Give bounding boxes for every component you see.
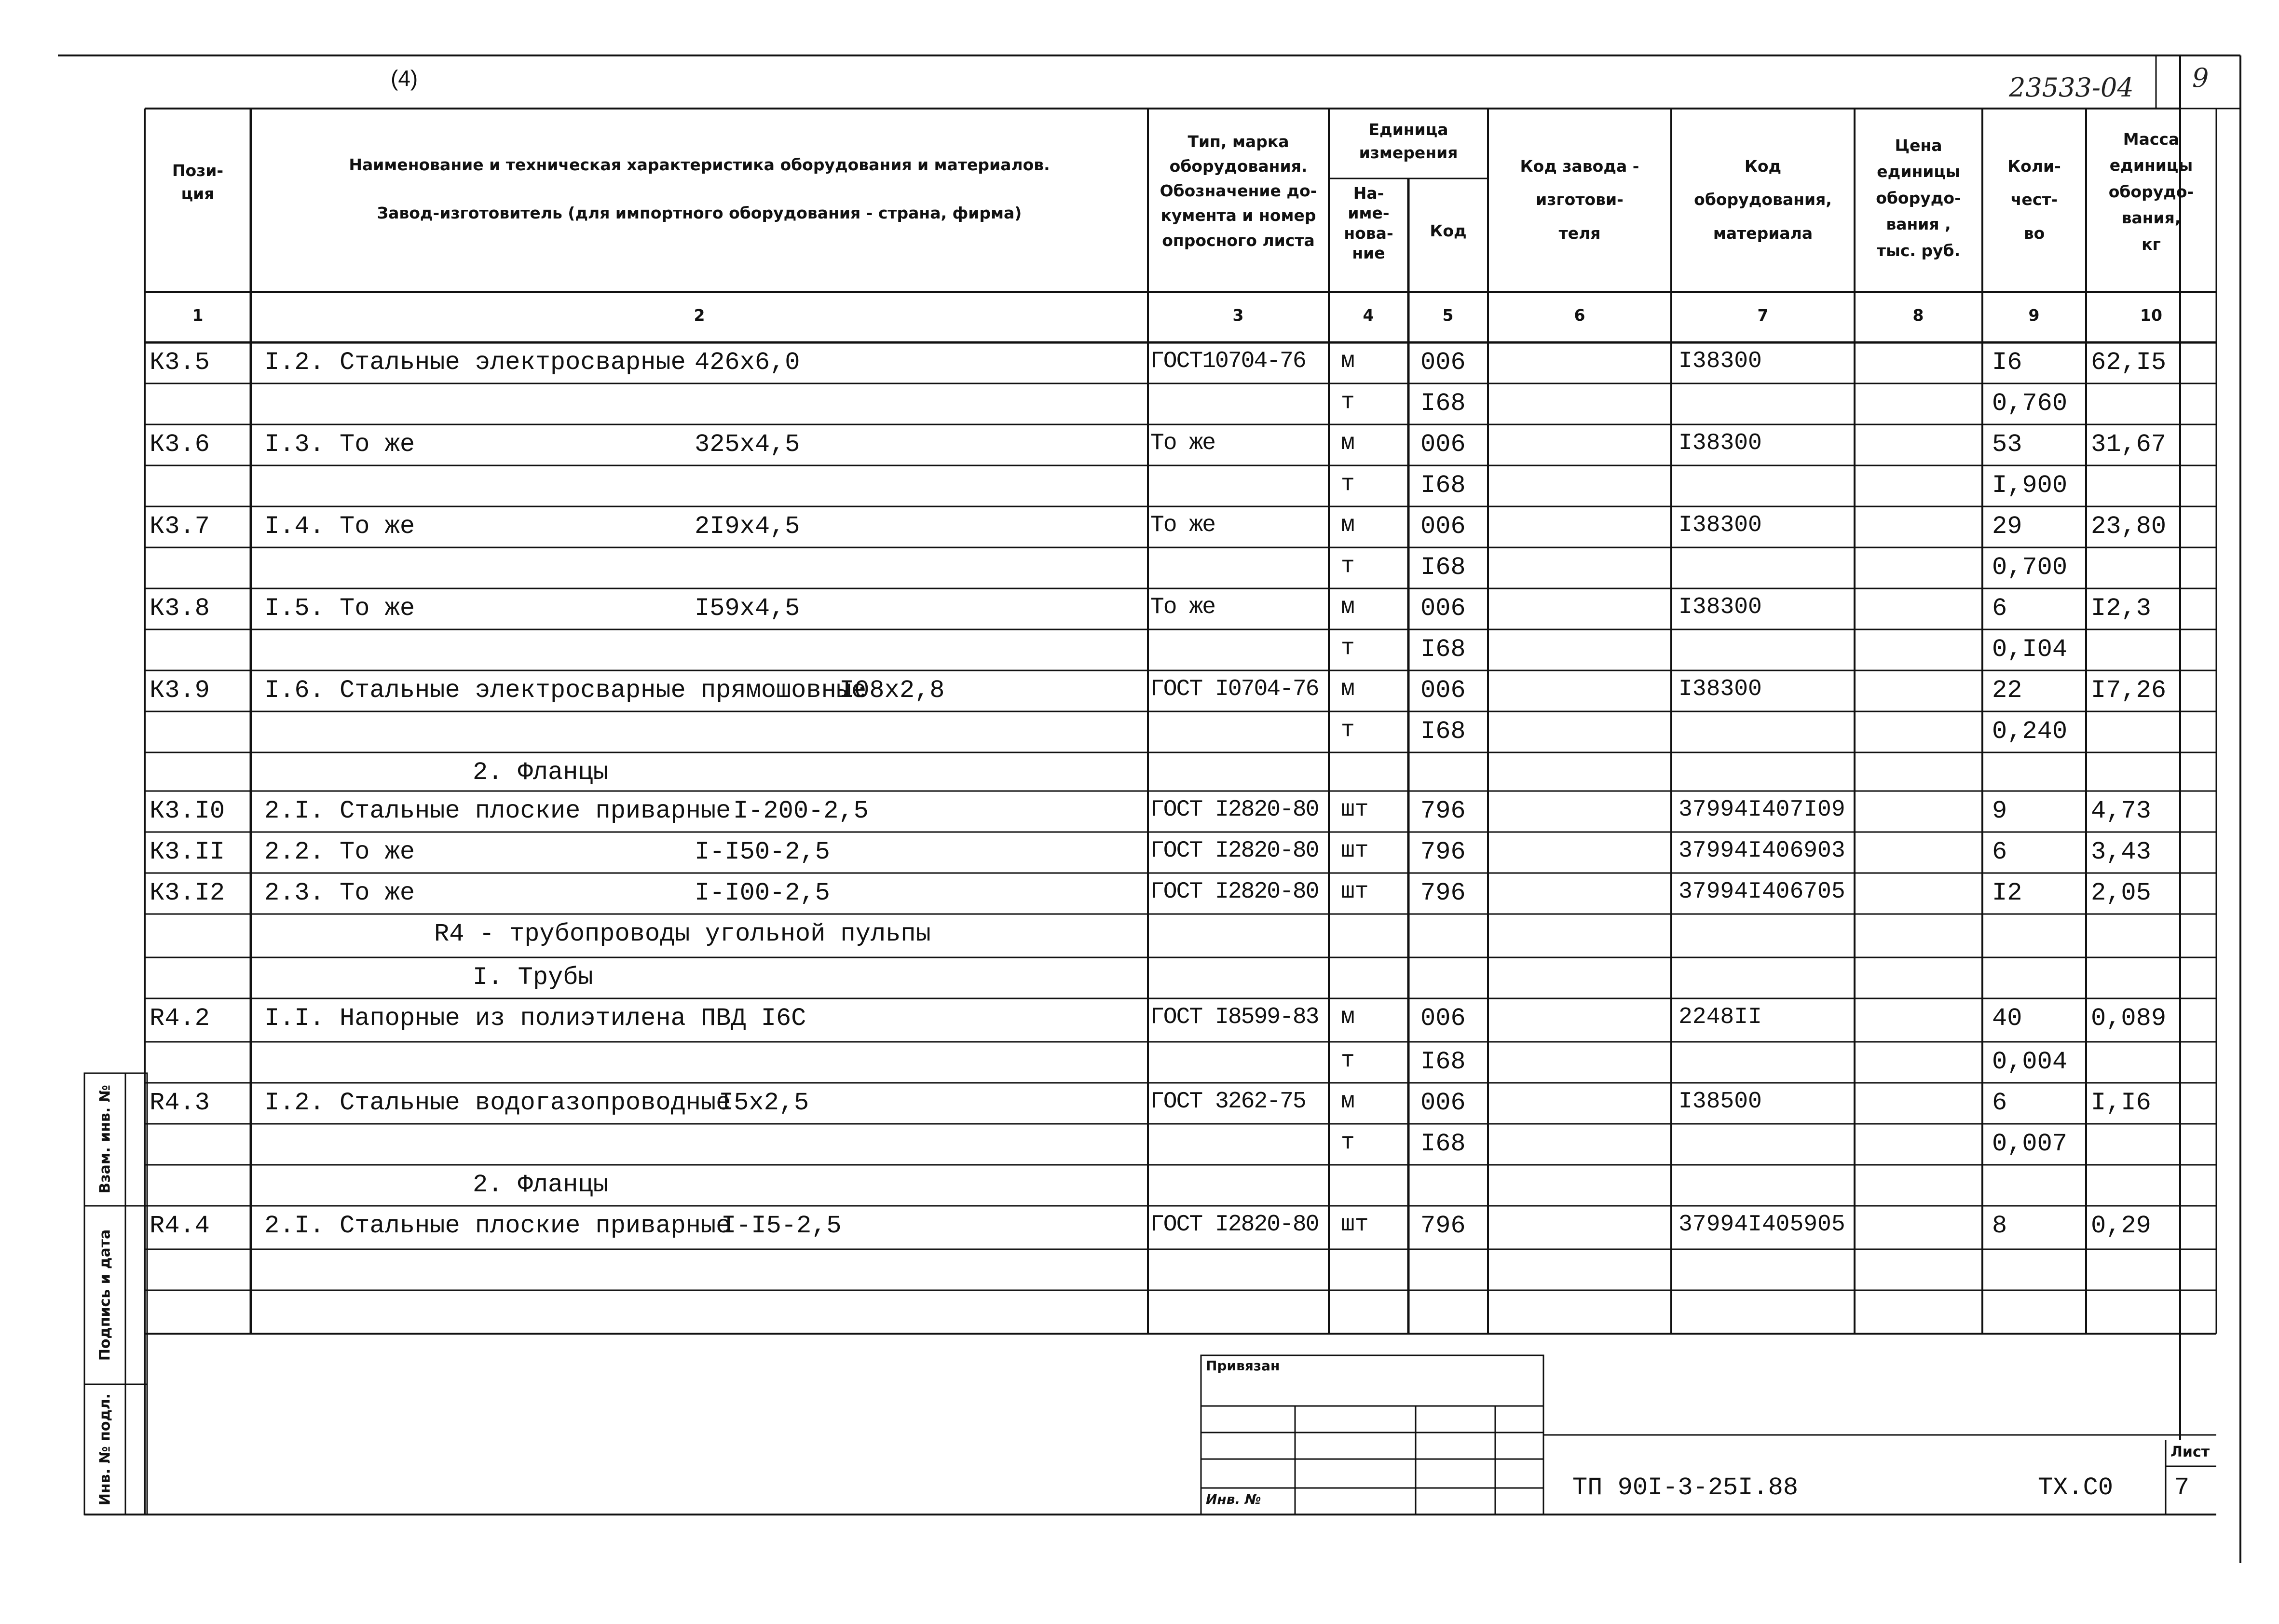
cell-unit-code: I68 — [1420, 635, 1466, 664]
cell-mass: I2,3 — [2091, 594, 2151, 623]
cell-mass: I7,26 — [2091, 676, 2167, 705]
cell-type: ГОСТ 3262-75 — [1150, 1089, 1306, 1115]
cell-mass: 31,67 — [2091, 430, 2167, 459]
column-number: 8 — [1912, 306, 1924, 325]
cell-size: I08х2,8 — [839, 676, 945, 705]
cell-quantity: 6 — [1992, 1089, 2007, 1117]
cell-quantity: 22 — [1992, 676, 2022, 705]
title-block-bound: Привязан — [1206, 1358, 1280, 1374]
section-heading: R4 - трубопроводы угольной пульпы — [434, 920, 931, 948]
cell-name: 2.2. То же — [264, 838, 415, 866]
header-name-line1: Наименование и техническая характеристика оборудования и материалов. — [349, 155, 1050, 174]
title-block-inv: Инв. № — [1206, 1491, 1261, 1507]
cell-material-code: 37994I406705 — [1679, 879, 1845, 905]
cell-quantity: I,900 — [1992, 471, 2068, 500]
header-type: Тип, марка оборудования. Обозначение до- кумента и номер опросного листа — [1160, 132, 1317, 250]
cell-unit-code: 006 — [1420, 1089, 1466, 1117]
cell-position: К3.8 — [150, 594, 210, 623]
cell-size: I59х4,5 — [695, 594, 800, 623]
header-name-line2: Завод-изготовитель (для импортного оборудования - страна, фирма) — [377, 204, 1022, 222]
cell-name: I.2. Стальные электросварные — [264, 348, 686, 377]
cell-unit-code: I68 — [1420, 471, 1466, 500]
title-block-sheet-label: Лист — [2170, 1444, 2210, 1460]
cell-unit: м — [1341, 594, 1355, 620]
section-heading: 2. Фланцы — [473, 1171, 608, 1199]
cell-quantity: 0,004 — [1992, 1048, 2068, 1076]
cell-unit: м — [1341, 512, 1355, 538]
cell-quantity: 8 — [1992, 1212, 2007, 1240]
column-number: 5 — [1442, 306, 1454, 325]
cell-quantity: 9 — [1992, 797, 2007, 825]
cell-size: I5х2,5 — [719, 1089, 809, 1117]
cell-unit: т — [1341, 1130, 1355, 1156]
cell-type: ГОСТ I0704-76 — [1150, 676, 1319, 702]
cell-quantity: 29 — [1992, 512, 2022, 541]
cell-name: I.5. То же — [264, 594, 415, 623]
header-quantity: Коли- чест- во — [2007, 157, 2061, 243]
cell-material-code: I38300 — [1679, 594, 1762, 620]
cell-unit: т — [1341, 1048, 1355, 1074]
cell-quantity: I2 — [1992, 879, 2022, 907]
cell-unit-code: I68 — [1420, 1130, 1466, 1158]
cell-unit: т — [1341, 471, 1355, 497]
cell-type: ГОСТ I2820-80 — [1150, 838, 1319, 864]
cell-unit: м — [1341, 1089, 1355, 1115]
cell-unit: т — [1341, 635, 1355, 661]
cell-mass: 0,29 — [2091, 1212, 2151, 1240]
cell-size: I-I5-2,5 — [721, 1212, 842, 1240]
side-signature-date: Подпись и дата — [96, 1229, 114, 1361]
cell-unit-code: 006 — [1420, 348, 1466, 377]
cell-unit-code: 796 — [1420, 797, 1466, 825]
cell-unit: шт — [1341, 797, 1369, 823]
cell-quantity: 0,240 — [1992, 717, 2068, 746]
section-heading: 2. Фланцы — [473, 758, 608, 787]
cell-unit-code: I68 — [1420, 553, 1466, 582]
cell-material-code: 37994I405905 — [1679, 1212, 1845, 1238]
side-replaced-inv: Взам. инв. № — [96, 1085, 114, 1194]
cell-size: 426х6,0 — [695, 348, 800, 377]
header-position: Пози- ция — [172, 161, 224, 203]
cell-mass: 23,80 — [2091, 512, 2167, 541]
cell-mass: I,I6 — [2091, 1089, 2151, 1117]
column-number: 4 — [1363, 306, 1374, 325]
cell-material-code: 2248II — [1679, 1004, 1762, 1030]
cell-position: К3.I2 — [150, 879, 225, 907]
cell-size: I-I50-2,5 — [695, 838, 830, 866]
cell-name: 2.I. Стальные плоские приварные — [264, 797, 731, 825]
cell-quantity: 53 — [1992, 430, 2022, 459]
cell-type: ГОСТ I2820-80 — [1150, 797, 1319, 823]
cell-size: I-200-2,5 — [733, 797, 869, 825]
cell-name: I.2. Стальные водогазопроводные — [264, 1089, 731, 1117]
cell-unit-code: 006 — [1420, 1004, 1466, 1033]
cell-unit: шт — [1341, 1212, 1369, 1238]
cell-position: К3.II — [150, 838, 225, 866]
cell-name: 2.3. То же — [264, 879, 415, 907]
title-block-doc-code: ТП 90I-3-25I.88 — [1572, 1474, 1799, 1502]
cell-mass: 0,089 — [2091, 1004, 2167, 1033]
title-block-sheet-code: ТХ.С0 — [2038, 1474, 2114, 1502]
cell-position: К3.6 — [150, 430, 210, 459]
column-number: 9 — [2028, 306, 2040, 325]
header-price: Цена единицы оборудо- вания , тыс. руб. — [1876, 136, 1961, 260]
column-number: 3 — [1232, 306, 1244, 325]
cell-type: То же — [1150, 594, 1215, 620]
cell-name: I.6. Стальные электросварные прямошовные — [264, 676, 867, 705]
cell-unit-code: I68 — [1420, 1048, 1466, 1076]
sheet-top-mark: (4) — [391, 66, 418, 91]
cell-unit-code: 006 — [1420, 594, 1466, 623]
cell-type: ГОСТ I2820-80 — [1150, 1212, 1319, 1238]
column-number: 2 — [694, 306, 705, 325]
cell-material-code: I38500 — [1679, 1089, 1762, 1115]
cell-material-code: 37994I406903 — [1679, 838, 1845, 864]
cell-unit-code: 796 — [1420, 1212, 1466, 1240]
cell-unit: т — [1341, 553, 1355, 579]
cell-size: I-I00-2,5 — [695, 879, 830, 907]
cell-unit-code: 006 — [1420, 676, 1466, 705]
cell-unit: т — [1341, 389, 1355, 415]
cell-size: 2I9х4,5 — [695, 512, 800, 541]
cell-type: То же — [1150, 512, 1215, 538]
header-unit-code: Код — [1430, 221, 1467, 240]
cell-position: К3.7 — [150, 512, 210, 541]
cell-name: I.4. То же — [264, 512, 415, 541]
cell-unit-code: I68 — [1420, 717, 1466, 746]
cell-material-code: I38300 — [1679, 676, 1762, 702]
cell-name: I.I. Напорные из полиэтилена ПВД I6С — [264, 1004, 806, 1033]
cell-position: R4.3 — [150, 1089, 210, 1117]
header-unit-name: На- име- нова- ние — [1344, 184, 1393, 262]
document-number: 23533-04 — [2009, 72, 2134, 103]
column-number: 1 — [192, 306, 204, 325]
column-number: 6 — [1574, 306, 1585, 325]
header-material-code: Код оборудования, материала — [1694, 157, 1832, 243]
cell-unit: м — [1341, 430, 1355, 456]
cell-quantity: 40 — [1992, 1004, 2022, 1033]
cell-material-code: I38300 — [1679, 512, 1762, 538]
cell-unit-code: 006 — [1420, 430, 1466, 459]
cell-unit: м — [1341, 676, 1355, 702]
cell-name: 2.I. Стальные плоские приварные — [264, 1212, 731, 1240]
cell-unit-code: 796 — [1420, 838, 1466, 866]
cell-quantity: 0,I04 — [1992, 635, 2068, 664]
cell-unit-code: 006 — [1420, 512, 1466, 541]
cell-position: К3.9 — [150, 676, 210, 705]
header-mass: Масса единицы оборудо- вания, кг — [2108, 130, 2194, 254]
cell-material-code: 37994I407I09 — [1679, 797, 1845, 823]
cell-position: К3.5 — [150, 348, 210, 377]
cell-quantity: 6 — [1992, 838, 2007, 866]
cell-mass: 62,I5 — [2091, 348, 2167, 377]
cell-unit: м — [1341, 1004, 1355, 1030]
cell-size: 325х4,5 — [695, 430, 800, 459]
cell-unit: шт — [1341, 879, 1369, 905]
cell-quantity: 0,760 — [1992, 389, 2068, 418]
header-unit: Единица измерения — [1359, 120, 1458, 162]
side-inv-original: Инв. № подл. — [96, 1393, 114, 1506]
cell-quantity: 0,700 — [1992, 553, 2068, 582]
cell-type: ГОСТ I2820-80 — [1150, 879, 1319, 905]
cell-unit-code: 796 — [1420, 879, 1466, 907]
cell-type: ГОСТ10704-76 — [1150, 348, 1306, 374]
corner-page-number: 9 — [2192, 63, 2209, 93]
cell-type: То же — [1150, 430, 1215, 456]
cell-quantity: 0,007 — [1992, 1130, 2068, 1158]
cell-quantity: 6 — [1992, 594, 2007, 623]
cell-mass: 2,05 — [2091, 879, 2151, 907]
cell-unit: м — [1341, 348, 1355, 374]
cell-quantity: I6 — [1992, 348, 2022, 377]
cell-unit-code: I68 — [1420, 389, 1466, 418]
title-block-sheet-number: 7 — [2174, 1474, 2190, 1502]
cell-name: I.3. То же — [264, 430, 415, 459]
cell-mass: 3,43 — [2091, 838, 2151, 866]
cell-material-code: I38300 — [1679, 348, 1762, 374]
cell-position: R4.4 — [150, 1212, 210, 1240]
cell-type: ГОСТ I8599-83 — [1150, 1004, 1319, 1030]
cell-unit: т — [1341, 717, 1355, 743]
cell-unit: шт — [1341, 838, 1369, 864]
section-heading: I. Трубы — [473, 963, 593, 992]
cell-position: R4.2 — [150, 1004, 210, 1033]
column-number: 10 — [2140, 306, 2162, 325]
cell-mass: 4,73 — [2091, 797, 2151, 825]
header-factory-code: Код завода - изготови- теля — [1520, 157, 1639, 243]
cell-position: К3.I0 — [150, 797, 225, 825]
cell-material-code: I38300 — [1679, 430, 1762, 456]
column-number: 7 — [1757, 306, 1769, 325]
